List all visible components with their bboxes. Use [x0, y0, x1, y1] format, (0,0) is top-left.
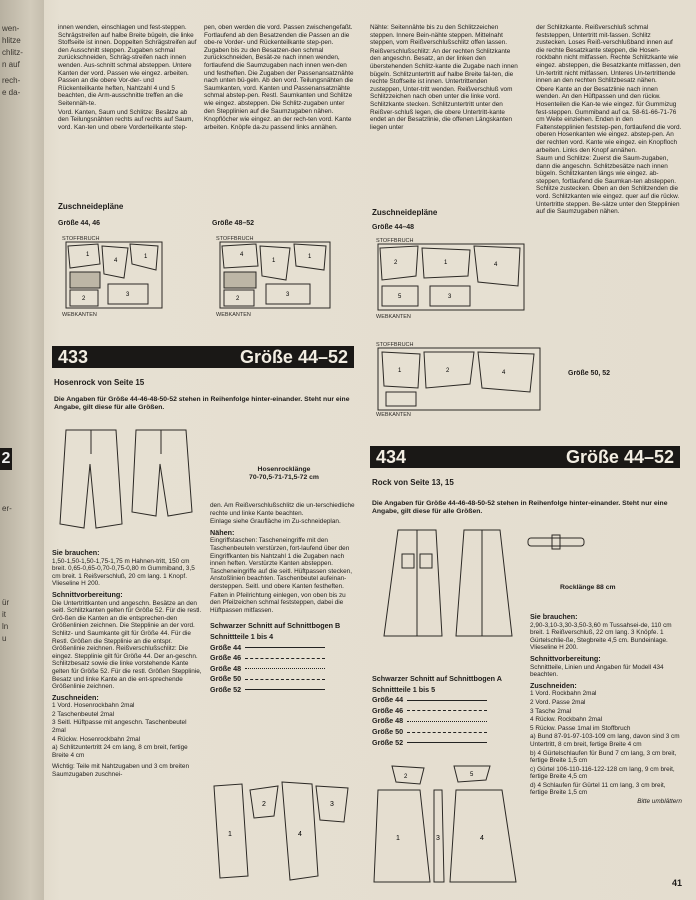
stoffbruch-label: STOFFBRUCH: [216, 236, 254, 242]
spine-fragment: hlitze: [2, 36, 21, 45]
paragraph: Eingriffstaschen: Tascheneingriffe mit den Taschenbeuteln verstürzen, fort-laufend über den Eingriffkanten bis Nahtzahl 1 die Zugaben nach innen heften. Verstürzte Kanten absteppen. Tascheneingriffe auf die seitl. Hüftpassen stecken, Anstoßlinien beachten. Taschenbeutel aufeinan-dersteppen. Seitl. und obere Kanten festheften.: [210, 537, 352, 590]
spine-fragment: rech-: [2, 76, 21, 85]
list-item: 4 Rückw. Hosenrockbahn 2mal: [52, 735, 141, 743]
schnitt-teile: Schnittteile 1 bis 5: [372, 684, 436, 694]
paragraph: Knopflöcher wie eingez. an der rech-ten vord. Kante arbeiten. Knöpfe da-zu passend links annähen.: [204, 116, 352, 131]
paragraph: Einlage siehe Graufläche im Zu-schneideplan.: [210, 518, 341, 526]
paragraph: Die Untertrittkanten und angeschn. Besätze an den seitl. Schlitzkanten gelten für Größe 52. Für die restl. Grö-ßen die Kanten an die entsprechen-den Größenlinien zeichnen. Die Stepplinie an der vord. Schlitz- und Saumkante gilt für Größe 44. Für die Restl. Größen die Stepplinie an die entspr. Größenlinie zeichnen. Reißverschlußschlitz: Die eingez. Stepplinie gilt für Größe 44. Der an-geschn. Schlitzbesatz sowie die linke vorstehende Kante gelten für Größe 52. Für die restl. Größen Stepplinie, Besatz und linke Kante an die ent-sprechende Größenlinie zeichnen.: [52, 599, 202, 691]
list-item: b) 4 Gürtelschlaufen für Bund 7 cm lang, 3 cm breit, fertige Breite 1,5 cm: [530, 749, 677, 765]
previous-page-edge: [0, 0, 44, 900]
svg-text:3: 3: [330, 801, 334, 808]
model-size-range: Größe 44–52: [565, 447, 674, 467]
page-number: 41: [671, 878, 682, 888]
spine-fragment: ür: [2, 598, 10, 607]
size-label: Größe 52: [210, 684, 242, 694]
svg-text:1: 1: [86, 252, 90, 258]
model-number: 434: [376, 447, 407, 467]
svg-text:2: 2: [404, 774, 408, 780]
svg-text:1: 1: [444, 260, 448, 266]
list-item: d) 4 Schlaufen für Gürtel 11 cm lang, 3 cm breit, fertige Breite 1,5 cm: [530, 781, 666, 797]
size-label: Größe 46: [210, 653, 242, 663]
size-line-44: [372, 696, 520, 704]
model-434-header: [370, 446, 680, 468]
paragraph: Obere Kante an der Besatzlinie nach innen wenden. An den Hüftpassen und den rückw. Hosenteilen die Kan-te wie eingez. für Gummizug fest-steppen. Gummiband auf ca. 58-61-66-71-76 cm Weite einziehen. Enden in den Faltenstepplinien feststep-pen, fortlaufend die vord. oberen Hosenkanten wie eingez. abstep-pen. An der rechten vord. Kante wie eingez. ein Knopfloch arbeiten. Links den Knopf annähen.: [536, 85, 682, 154]
model-434-column-1: [372, 672, 520, 747]
svg-text:3: 3: [286, 292, 290, 298]
size-label: Größe 50: [372, 726, 404, 736]
rock-length: Rocklänge 88 cm: [560, 584, 616, 591]
svg-text:2: 2: [262, 801, 266, 808]
svg-text:4: 4: [298, 831, 302, 838]
spine-fragment: it: [2, 610, 6, 619]
section-heading: Zuschneidepläne: [372, 208, 438, 217]
spine-fragment: n auf: [2, 60, 20, 69]
schnittvorbereitung-heading: Schnittvorbereitung:: [530, 653, 601, 663]
webkanten-label: WEBKANTEN: [62, 312, 97, 318]
size-order-note: Die Angaben für Größe 44-46-48-50-52 stehen in Reihenfolge hinter-einander. Steht nur eine Angabe, gilt diese für alle Größen.: [372, 500, 668, 515]
list-item: 2 Taschenbeutel 2mal: [52, 710, 115, 718]
size-line-46: [372, 707, 520, 715]
svg-text:2: 2: [236, 296, 240, 302]
garment-sketch-hosenrock: [56, 424, 196, 540]
svg-text:2: 2: [82, 296, 86, 302]
paragraph: Reißverschlußschlitz: An der rechten Schlitzkante den angeschn. Besatz, an der linken den überstehenden Schlitz-kante die Zugabe nach innen bügeln. Schlitzuntertritt auf halbe Breite fal-ten, die rechte Stoffseite ist innen. Untertrittenden zusteppen, Unter-tritt wenden. Reißverschluß vom Schlitzzeichen nach oben unter die linke vord. Schlitzkante stecken. Schlitzuntertritt unter den Reißver-schluß legen, die obere Untertritt-kante endet an der Besatzlinie, die offenen Längskanten liegen unter: [370, 47, 518, 131]
size-line-48: [210, 665, 356, 673]
list-item: 3 Seitl. Hüftpasse mit angeschn. Taschenbeutel 2mal: [52, 719, 187, 735]
model-size-range: Größe 44–52: [239, 347, 348, 367]
model-title: Rock von Seite 13, 15: [372, 478, 454, 487]
paragraph: innen wenden, einschlagen und fest-steppen. Schrägstreifen auf halbe Breite bügeln, die linke Stoffseite ist innen. Doppelten Schrägstreifen auf den Ausschnitt steppen. Zugaben schmal zurückschneiden, Schräg-streifen nach innen wenden. Aus-schnitt schmal absteppen. Untere Kanten der vord. Passen wie eingez. arbeiten. Passen an die obere Vor-der- und Rückenteilkante heften, Nahtzahl 4 und 5 beachten, die Arm-ausschnitte treffen an die Seitennäh-te.: [58, 24, 197, 107]
svg-text:1: 1: [396, 835, 400, 842]
size-line-52: [210, 686, 356, 694]
text-column-3: [370, 24, 520, 132]
section-heading: Zuschneidepläne: [58, 202, 124, 211]
list-item: 4 Rückw. Rockbahn 2mal: [530, 716, 603, 724]
svg-text:4: 4: [240, 252, 244, 258]
svg-text:1: 1: [272, 258, 276, 264]
schnittvorbereitung-heading: Schnittvorbereitung:: [52, 589, 123, 599]
paragraph: Nähte: Seitennähte bis zu den Schlitzzeichen steppen. Innere Bein-nähte steppen. Mittelnaht steppen, vom Reißverschlußschlitz offen lassen.: [370, 24, 507, 47]
svg-text:3: 3: [126, 292, 130, 298]
spine-fragment: wen-: [2, 24, 20, 33]
list-item: a) Bund 87-91-97-103-109 cm lang, davon sind 3 cm Untertritt, 8 cm breit, fertige Breite 4 cm: [530, 733, 680, 748]
size-label: Größe 44: [210, 642, 242, 652]
svg-text:2: 2: [446, 368, 450, 374]
svg-text:4: 4: [502, 370, 506, 376]
zuschneiden-heading: Zuschneiden:: [52, 692, 99, 702]
paragraph: 1,50-1,50-1,50-1,75-1,75 m Hahnen-tritt, 150 cm breit. 0,65-0,65-0,70-0,75-0,80 m Gummiband, 3,5 cm breit. 1 Reißverschluß, 20 cm lang. 1 Knopf. Vlieseline H 200.: [52, 557, 195, 588]
spine-fragment: chlitz-: [2, 48, 23, 57]
list-item: 5 Rückw. Passe 1mal im Stoffbruch: [530, 724, 631, 732]
size-label: Größe 50: [210, 674, 242, 684]
spine-fragment: e da-: [2, 88, 21, 97]
schnitt-title: Schwarzer Schnitt auf Schnittbogen A: [372, 674, 502, 683]
spine-fragment: ln: [2, 622, 9, 631]
paragraph: Vord. Kanten, Saum und Schlitze: Besätze ab den Teilungsnähten rechts auf rechts auf Saum, vord. Kan-ten und obere Vorderteilkante step-: [58, 108, 194, 131]
size-line-46: [210, 654, 356, 662]
model-number: 433: [58, 347, 89, 367]
spine-fragment: 2: [0, 448, 12, 470]
pattern-pieces-433: [208, 776, 354, 886]
svg-text:4: 4: [114, 258, 118, 264]
size-line-48: [372, 717, 520, 725]
svg-text:5: 5: [398, 294, 402, 300]
naehen-heading: Nähen:: [210, 527, 235, 537]
length-label: Hosenrocklänge: [257, 466, 311, 473]
size-line-50: [372, 728, 520, 736]
size-line-52: [372, 739, 520, 747]
text-column-2: [204, 24, 354, 132]
webkanten-label: WEBKANTEN: [216, 312, 251, 318]
paragraph: Wichtig: Teile mit Nahtzugaben und 3 cm breiten Saumzugaben zuschnei-: [52, 763, 189, 779]
svg-text:1: 1: [398, 368, 402, 374]
size-caption: Größe 44–48: [372, 224, 415, 231]
paragraph: 2,90-3,10-3,30-3,50-3,60 m Tussahsei-de, 110 cm breit. 1 Reißverschluß, 22 cm lang. 3 Knöpfe. 1 Gürtelschlie-ße, Stegbreite 4,5 cm. Bundeinlage. Vlieseline H 200.: [530, 621, 672, 652]
model-title: Hosenrock von Seite 15: [54, 378, 145, 387]
webkanten-label: WEBKANTEN: [376, 412, 411, 418]
paragraph: pen, oben werden die vord. Passen zwischengefaßt. Fortlaufend ab den Besatzenden die Passen an die obe-re Vorder- und Rückenteilkante step-pen. Zugaben bis zu den Besatzen-den schmal zurückschneiden, Besät-ze nach innen wenden, fortlaufend die Saumzugaben nach innen wen-den und festheften. Die Zugaben der Passenansatznähte nach unten bü-geln. Ab den vord. Teilungsnähten die Saumkanten, vord. Kanten und Passenansatznähte schmal abstep-pen. Restl. Saumkanten und Schlitze wie eingez. absteppen. Die Schlitz-zugaben unter den Stepplinien auf die Saumzugaben nähen.: [204, 24, 354, 115]
size-order-note: Die Angaben für Größe 44-46-48-50-52 stehen in Reihenfolge hinter-einander. Steht nur eine Angabe, gilt diese für alle Größen.: [54, 396, 350, 411]
sie-brauchen-heading: Sie brauchen:: [52, 548, 100, 557]
list-item: 1 Vord. Rockbahn 2mal: [530, 690, 597, 698]
text-column-1: [58, 24, 198, 132]
paragraph: Saum und Schlitze: Zuerst die Saum-zugaben, dann die angeschn. Schlitzbesätze nach innen bügeln. Schlitzkanten längs wie eingez. ab-steppen, fortlaufend die Saumkan-ten absteppen. Schlitze zustecken. Oben an den Schlitzenden die vord. Schlitzkanten wie eingez. quer auf die rückw. Untertritte steppen. Be-sätze unter den Stepplinien auf die Saumzugaben nähen.: [536, 155, 680, 216]
garment-sketch-rock: [372, 524, 522, 644]
length-info: [214, 466, 354, 482]
text-column-4: [536, 24, 682, 217]
cutting-layout-diagram: [370, 236, 530, 324]
webkanten-label: WEBKANTEN: [376, 314, 411, 320]
model-434-column-2: [530, 610, 682, 807]
paragraph: Schnittteile, Linien und Angaben für Modell 434 beachten.: [530, 663, 664, 679]
paragraph: den. Am Reißverschlußschlitz die un-terschiedliche rechte und linke Kante beachten.: [210, 502, 355, 517]
size-caption: Größe 44, 46: [58, 220, 101, 227]
stoffbruch-label: STOFFBRUCH: [376, 342, 414, 348]
sie-brauchen-heading: Sie brauchen:: [530, 612, 578, 621]
cutting-layout-diagram: [58, 234, 170, 322]
size-label: Größe 48: [210, 663, 242, 673]
list-item: 1 Vord. Hosenrockbahn 2mal: [52, 702, 135, 710]
spine-fragment: er-: [2, 504, 12, 513]
size-label: Größe 48: [372, 716, 404, 726]
svg-text:1: 1: [228, 831, 232, 838]
pattern-pieces-434: [372, 760, 522, 888]
size-line-44: [210, 644, 356, 652]
svg-text:3: 3: [436, 835, 440, 842]
model-433-column-1: [52, 546, 202, 780]
list-item: 3 Tasche 2mal: [530, 707, 572, 715]
schnitt-teile: Schnittteile 1 bis 4: [210, 631, 274, 641]
zuschneiden-heading: Zuschneiden:: [530, 680, 577, 690]
list-item: c) Gürtel 106-110-116-122-128 cm lang, 9 cm breit, fertige Breite 4,5 cm: [530, 765, 675, 781]
size-label: Größe 44: [372, 695, 404, 705]
stoffbruch-label: STOFFBRUCH: [376, 238, 414, 244]
svg-text:1: 1: [144, 254, 148, 260]
list-item: 2 Vord. Passe 2mal: [530, 698, 586, 706]
stoffbruch-label: STOFFBRUCH: [62, 236, 100, 242]
belt-sketch: [526, 532, 586, 552]
schnitt-title: Schwarzer Schnitt auf Schnittbogen B: [210, 621, 341, 631]
model-433-header: [52, 346, 354, 368]
svg-text:2: 2: [394, 260, 398, 266]
size-label: Größe 46: [372, 705, 404, 715]
size-caption: Größe 50, 52: [568, 370, 611, 377]
svg-text:4: 4: [480, 835, 484, 842]
list-item: a) Schlitzuntertritt 24 cm lang, 8 cm breit, fertige Breite 4 cm: [52, 744, 188, 759]
model-433-column-2: [210, 502, 356, 694]
svg-text:1: 1: [308, 254, 312, 260]
size-caption: Größe 48–52: [212, 220, 255, 227]
cutting-layout-diagram: [212, 234, 336, 322]
size-label: Größe 52: [372, 737, 404, 747]
spine-fragment: u: [2, 634, 7, 643]
length-values: 70-70,5-71-71,5-72 cm: [249, 474, 319, 481]
please-turn-page: Bitte umblättern: [637, 798, 682, 806]
paragraph: Falten in Pfeilrichtung einlegen, von oben bis zu den Pfeilzeichen schmal feststeppen, dabei die Hüftpassen mitfassen.: [210, 591, 346, 614]
paragraph: der Schlitzkante. Reißverschluß schmal feststeppen, Untertritt mit-fassen. Schlitz zustecken. Loses Reiß-verschlußband innen auf die rechte Besatzkante steppen, die Hosen-rockbahn nicht mitfassen. Rechte Schlitzkante wie eingez. absteppen, die Besatzkante mitfassen, den Un-tertritt nicht mitfassen. Unteres Un-tertrittende innen an den rechten Schlitzbesatz nähen.: [536, 24, 681, 85]
size-line-50: [210, 675, 356, 683]
svg-text:5: 5: [470, 772, 474, 778]
svg-text:4: 4: [494, 262, 498, 268]
svg-text:3: 3: [448, 294, 452, 300]
